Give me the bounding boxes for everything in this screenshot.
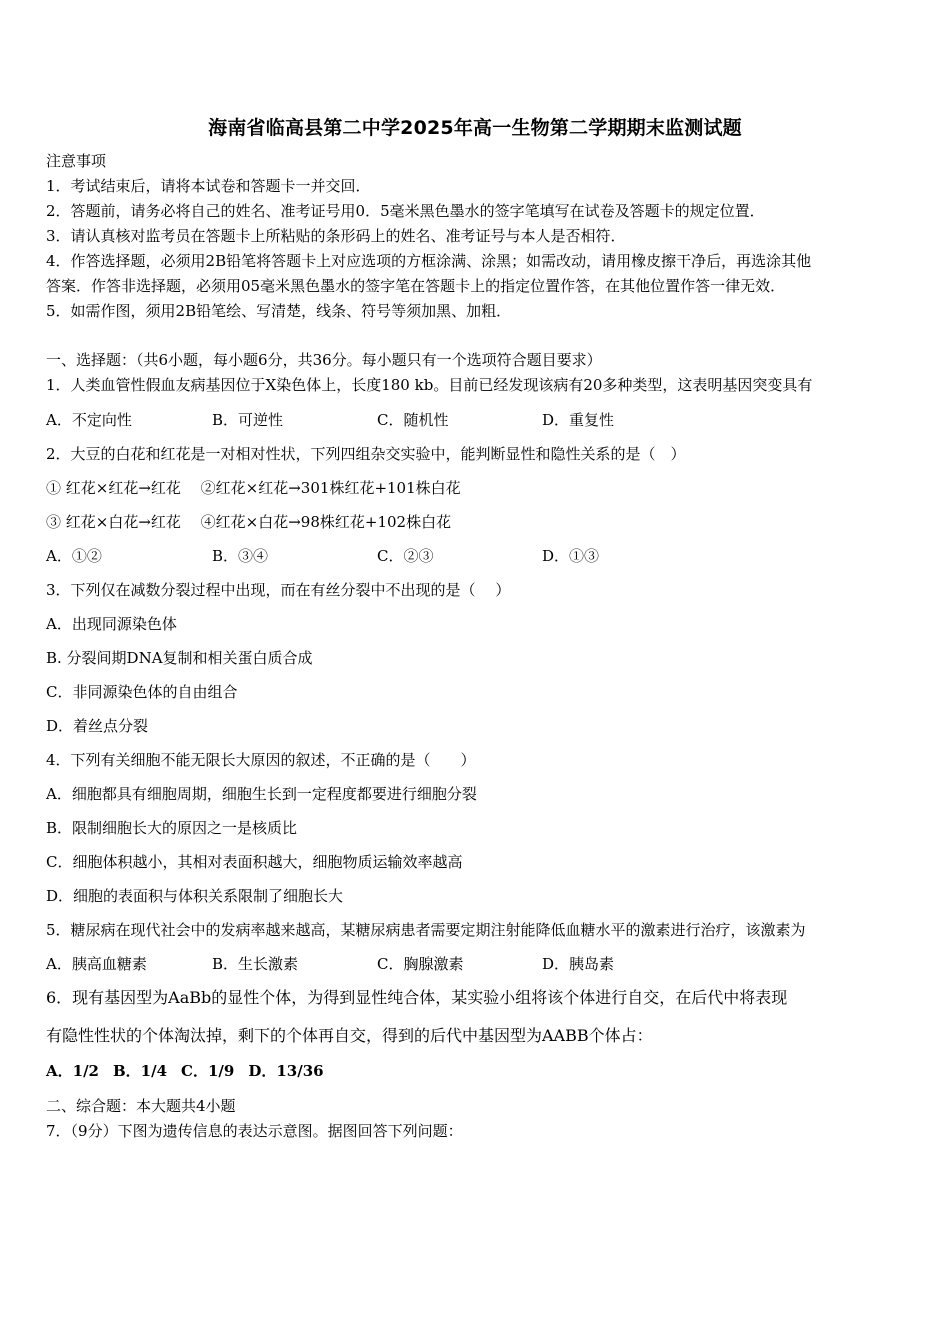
q7-stem: 7．（9分）下图为遗传信息的表达示意图。据图回答下列问题： — [46, 1122, 463, 1140]
q4-option-a: A．细胞都具有细胞周期，细胞生长到一定程度都要进行细胞分裂 — [46, 785, 477, 803]
q2-stem: 2．大豆的白花和红花是一对相对性状，下列四组杂交实验中，能判断显性和隐性关系的是（ ） — [46, 445, 686, 463]
q3-option-c: C．非同源染色体的自由组合 — [46, 683, 238, 701]
q6-stem-line2: 有隐性性状的个体淘汰掉，剩下的个体再自交，得到的后代中基因型为AABB个体占： — [46, 1026, 653, 1045]
notice-item-1: 1．考试结束后，请将本试卷和答题卡一并交回． — [46, 177, 371, 195]
q6-stem-line1: 6．现有基因型为AaBb的显性个体，为得到显性纯合体，某实验小组将该个体进行自交，在后代中将表现 — [46, 988, 788, 1007]
q4-option-b: B．限制细胞长大的原因之一是核质比 — [46, 819, 298, 837]
page-title: 海南省临高县第二中学2025年高一生物第二学期期末监测试题 — [208, 117, 742, 139]
q2-option-a: A．①② — [46, 547, 102, 565]
q6-option-a: A．1/2 — [46, 1062, 99, 1080]
notice-item-3: 3．请认真核对监考员在答题卡上所粘贴的条形码上的姓名、准考证号与本人是否相符． — [46, 227, 626, 245]
q2-cross-3-4: ③ 红花×白花→红花 ④红花×白花→98株红花+102株白花 — [46, 513, 452, 531]
q6-option-c: C．1/9 — [181, 1062, 235, 1080]
q5-option-b: B．生长激素 — [212, 955, 299, 973]
q1-option-a: A．不定向性 — [46, 411, 132, 429]
notice-item-4: 4．作答选择题，必须用2B铅笔将答题卡上对应选项的方框涂满、涂黑；如需改动，请用橡皮擦干净后，再选涂其他 — [46, 252, 812, 270]
notice-heading: 注意事项 — [46, 152, 107, 170]
q4-option-c: C．细胞体积越小，其相对表面积越大，细胞物质运输效率越高 — [46, 853, 463, 871]
q1-option-d: D．重复性 — [542, 411, 615, 429]
q3-option-b: B. 分裂间期DNA复制和相关蛋白质合成 — [46, 649, 313, 667]
q4-option-d: D．细胞的表面积与体积关系限制了细胞长大 — [46, 887, 344, 905]
q2-cross-1-2: ① 红花×红花→红花 ②红花×红花→301株红花+101株白花 — [46, 479, 461, 497]
q5-stem: 5．糖尿病在现代社会中的发病率越来越高，某糖尿病患者需要定期注射能降低血糖水平的激素进行治疗，该激素为 — [46, 921, 806, 939]
q1-option-b: B．可逆性 — [212, 411, 284, 429]
q2-option-b: B．③④ — [212, 547, 269, 565]
q2-option-c: C．②③ — [377, 547, 434, 565]
q3-stem: 3．下列仅在减数分裂过程中出现，而在有丝分裂中不出现的是（ ） — [46, 581, 511, 599]
q4-stem: 4．下列有关细胞不能无限长大原因的叙述，不正确的是（ ） — [46, 751, 476, 769]
q6-option-d: D．13/36 — [248, 1062, 324, 1080]
q5-option-a: A．胰高血糖素 — [46, 955, 147, 973]
notice-item-5: 5．如需作图，须用2B铅笔绘、写清楚，线条、符号等须加黑、加粗． — [46, 302, 512, 320]
q1-option-c: C．随机性 — [377, 411, 449, 429]
q6-option-b: B．1/4 — [113, 1062, 168, 1080]
q3-option-a: A．出现同源染色体 — [46, 615, 177, 633]
q3-option-d: D．着丝点分裂 — [46, 717, 149, 735]
q2-option-d: D．①③ — [542, 547, 600, 565]
q1-stem: 1．人类血管性假血友病基因位于X染色体上，长度180 kb。目前已经发现该病有20多种类型，这表明基因突变具有 — [46, 376, 813, 394]
section2-heading: 二、综合题：本大题共4小题 — [46, 1097, 236, 1115]
section1-heading: 一、选择题：（共6小题，每小题6分，共36分。每小题只有一个选项符合题目要求） — [46, 351, 602, 369]
q5-option-c: C．胸腺激素 — [377, 955, 464, 973]
q6-options — [46, 1061, 338, 1081]
notice-item-2: 2．答题前，请务必将自己的姓名、准考证号用0．5毫米黑色墨水的签字笔填写在试卷及答题卡的规定位置． — [46, 202, 765, 220]
notice-item-4-cont: 答案．作答非选择题，必须用05毫米黑色墨水的签字笔在答题卡上的指定位置作答，在其他位置作答一律无效． — [46, 277, 786, 295]
q5-option-d: D．胰岛素 — [542, 955, 615, 973]
